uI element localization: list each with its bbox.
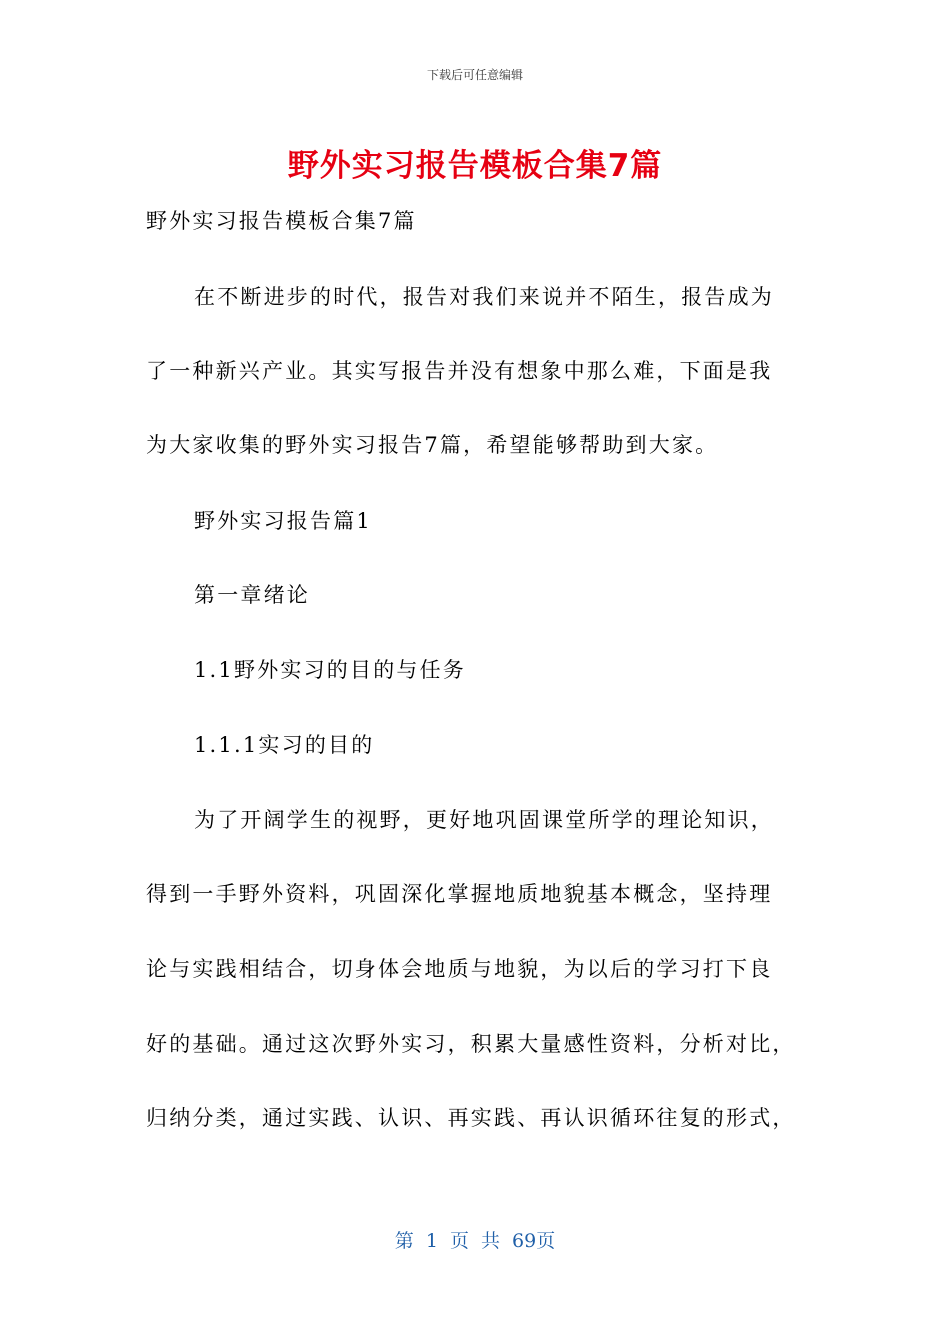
body-line: 为了开阔学生的视野，更好地巩固课堂所学的理论知识，	[194, 808, 774, 832]
body-line: 野外实习报告篇1	[194, 509, 372, 533]
body-line: 了一种新兴产业。其实写报告并没有想象中那么难，下面是我	[146, 359, 773, 383]
page-number-footer: 第 1 页 共 69页	[394, 1230, 556, 1252]
body-line: 好的基础。通过这次野外实习，积累大量感性资料，分析对比，	[146, 1032, 796, 1056]
body-line: 第一章绪论	[194, 583, 310, 607]
page-header-note: 下载后可任意编辑	[426, 68, 523, 82]
body-line: 归纳分类，通过实践、认识、再实践、再认识循环往复的形式，	[146, 1106, 796, 1130]
body-line: 1.1.1实习的目的	[194, 733, 375, 757]
document-title: 野外实习报告模板合集7篇	[287, 148, 663, 184]
body-line: 得到一手野外资料，巩固深化掌握地质地貌基本概念，坚持理	[146, 882, 773, 906]
body-line: 论与实践相结合，切身体会地质与地貌，为以后的学习打下良	[146, 957, 773, 981]
body-line: 为大家收集的野外实习报告7篇，希望能够帮助到大家。	[146, 433, 719, 457]
body-line: 1.1野外实习的目的与任务	[194, 658, 466, 682]
body-line: 野外实习报告模板合集7篇	[146, 209, 417, 233]
body-line: 在不断进步的时代，报告对我们来说并不陌生，报告成为	[194, 285, 774, 309]
